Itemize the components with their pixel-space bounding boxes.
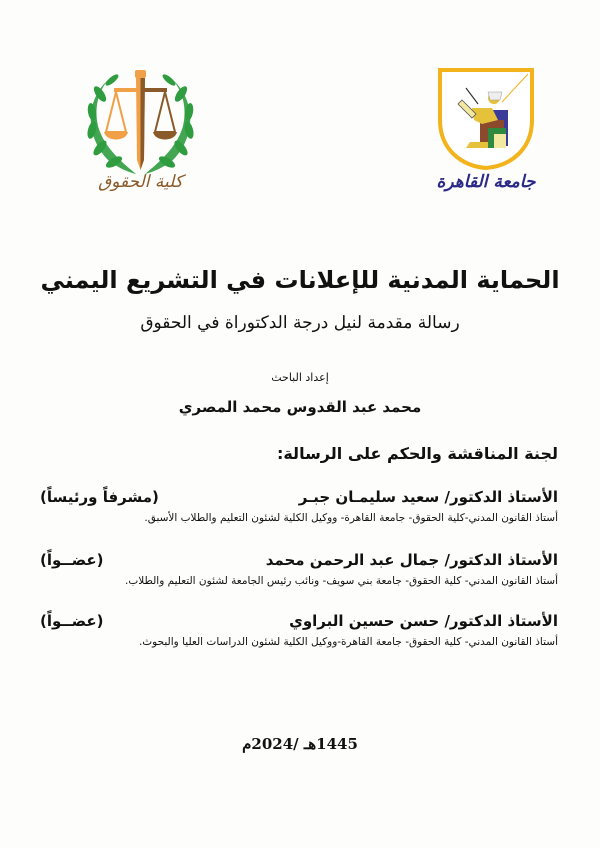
law-faculty-logo bbox=[78, 60, 203, 200]
committee-member bbox=[40, 612, 558, 648]
committee-heading: لجنة المناقشة والحكم على الرسالة: bbox=[276, 444, 558, 463]
member-name: الأستاذ الدكتور/ جمال عبد الرحمن محمد bbox=[265, 551, 558, 569]
cairo-university-logo-text: جامعة القاهرة bbox=[436, 172, 536, 192]
thesis-title: الحماية المدنية للإعلانات في التشريع اليمني bbox=[40, 266, 560, 294]
prepared-by-label: إعداد الباحث bbox=[271, 371, 329, 384]
researcher-name: محمد عبد القدوس محمد المصري bbox=[178, 398, 422, 416]
member-name: الأستاذ الدكتور/ حسن حسين البراوي bbox=[289, 612, 558, 630]
member-name: الأستاذ الدكتور/ سعيد سليمـان جبـر bbox=[298, 488, 558, 506]
submission-date: 1445هـ /2024م bbox=[242, 735, 358, 753]
cairo-university-logo bbox=[432, 62, 540, 200]
thesis-subtitle: رسالة مقدمة لنيل درجة الدكتوراة في الحقوق bbox=[140, 313, 460, 333]
member-role: (عضــواً) bbox=[40, 612, 104, 630]
member-role: (مشرفاً ورئيساً) bbox=[40, 488, 159, 506]
member-description: أستاذ القانون المدني-كلية الحقوق- جامعة القاهرة- ووكيل الكلية لشئون التعليم والطلاب الأسبق. bbox=[144, 512, 558, 524]
law-faculty-logo-text: كلية الحقوق bbox=[98, 172, 183, 192]
member-description: أستاذ القانون المدني- كلية الحقوق- جامعة بني سويف- ونائب رئيس الجامعة لشئون التعليم والطلاب. bbox=[124, 575, 558, 587]
member-description: أستاذ القانون المدني- كلية الحقوق- جامعة القاهرة-ووكيل الكلية لشئون الدراسات العليا والبحوث. bbox=[138, 636, 558, 648]
committee-member bbox=[40, 551, 558, 587]
committee-member bbox=[40, 488, 558, 524]
pharaoh-scribe-icon bbox=[432, 62, 540, 172]
member-role: (عضــواً) bbox=[40, 551, 104, 569]
